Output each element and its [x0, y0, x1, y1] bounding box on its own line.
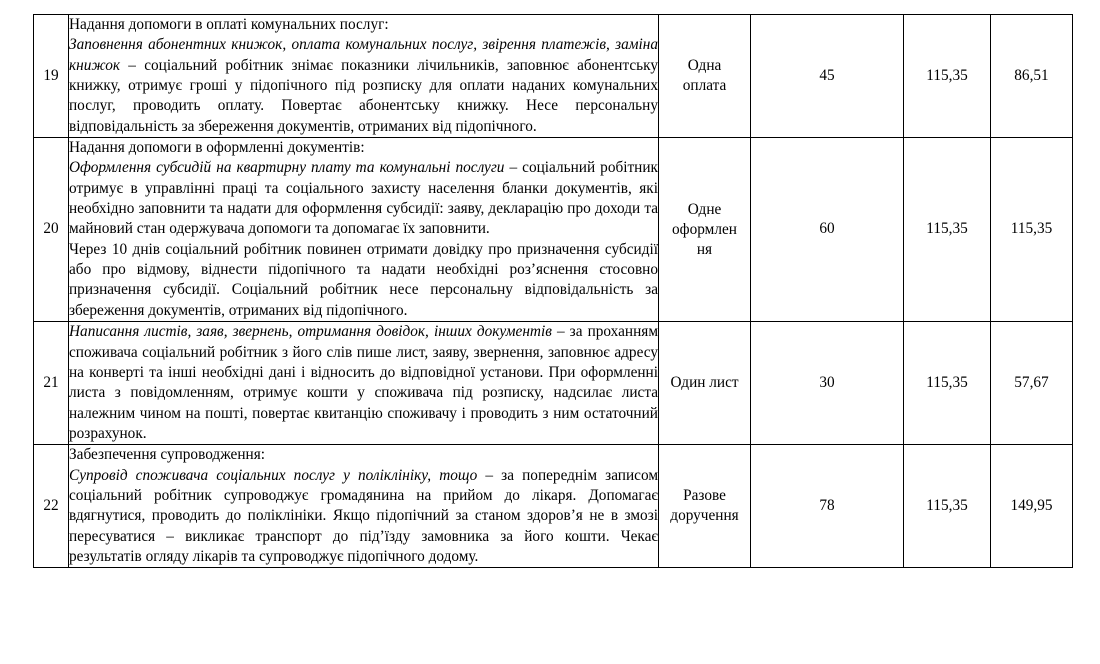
services-price-table [33, 14, 1073, 568]
description-paragraph [69, 35, 658, 137]
description-body-text: – за попереднім записом соціальний робітник супроводжує громадянина на прийом до лікаря. Допомагає вдягнутися, проводить до поліклініки. Якщо підопічний за станом здоров’я не в змозі пересуватися – викликає транспорт до під’їзду замовника за його кошти. Чекає результатів огляду лікарів та супроводжує підопічного додому. [69, 466, 658, 565]
service-description-cell [69, 138, 659, 322]
unit-line: оплата [682, 77, 727, 95]
unit-line: Разове [683, 487, 726, 505]
tariff-cell: 115,35 [904, 15, 991, 138]
service-description-cell [69, 322, 659, 445]
table-row [34, 322, 1073, 445]
description-heading-text: Надання допомоги в оформленні документів: [69, 139, 365, 157]
unit-line: оформлен [672, 220, 737, 238]
description-italic-lead: Заповнення абонентних книжок, оплата комунальних послуг, звірення платежів, заміна книжок [69, 36, 658, 74]
description-body-text: – соціальний робітник знімає показники лічильників, заповнює абонентську книжку, отримує гроші у підопічного під розписку для оплати наданих комунальних послуг, проводить оплату. Повертає абонентську книжку. Несе персональну відповідальність за збереження документів, отриманих від підопічного. [69, 56, 658, 135]
unit-of-measure-cell [659, 445, 751, 568]
time-norm-cell: 78 [751, 445, 904, 568]
description-heading-text: Надання допомоги в оплаті комунальних послуг: [69, 16, 389, 33]
row-number-cell: 22 [34, 445, 69, 568]
description-paragraph [69, 15, 658, 35]
tariff-cell: 115,35 [904, 322, 991, 445]
description-paragraph [69, 138, 658, 158]
unit-of-measure-cell [659, 15, 751, 138]
tariff-cell: 115,35 [904, 445, 991, 568]
time-norm-cell: 30 [751, 322, 904, 445]
time-norm-cell: 60 [751, 138, 904, 322]
time-norm-cell: 45 [751, 15, 904, 138]
total-cost-cell: 149,95 [991, 445, 1073, 568]
unit-line: Одна [687, 57, 722, 75]
row-number-cell: 19 [34, 15, 69, 138]
unit-line: доручення [670, 507, 739, 525]
tariff-cell: 115,35 [904, 138, 991, 322]
service-description-cell [69, 445, 659, 568]
total-cost-cell: 86,51 [991, 15, 1073, 138]
description-body-text: – соціальний робітник отримує в управлінні праці та соціального захисту населення бланки документів, які необхідно заповнити та надати для оформлення субсидії: заяву, декларацію про доходи та майновий стан одержувача допомоги та допомагає їх заповнити. [69, 159, 658, 238]
unit-line: ня [696, 240, 713, 258]
unit-line: Один лист [670, 374, 739, 392]
table-body [34, 15, 1073, 568]
total-cost-cell: 57,67 [991, 322, 1073, 445]
table-row [34, 15, 1073, 138]
description-italic-lead: Супровід споживача соціальних послуг у поліклініку, тощо [69, 466, 478, 484]
description-heading-text: Забезпечення супроводження: [69, 446, 266, 464]
unit-line: Одне [687, 200, 722, 218]
description-paragraph [69, 158, 658, 239]
total-cost-cell: 115,35 [991, 138, 1073, 322]
description-paragraph [69, 445, 658, 465]
description-paragraph [69, 322, 658, 444]
row-number-cell: 20 [34, 138, 69, 322]
description-italic-lead: Оформлення субсидій на квартирну плату та комунальні послуги [69, 159, 505, 177]
table-row [34, 138, 1073, 322]
service-description-cell [69, 15, 659, 138]
description-body-text: Через 10 днів соціальний робітник повинен отримати довідку про призначення субсидії або про відмову, віднести підопічного та надати необхідні роз’яснення стосовно призначення субсидії. Соціальний робітник несе персональну відповідальність за збереження документів, отриманих від підопічного. [69, 240, 658, 319]
description-paragraph [69, 240, 658, 321]
table-row [34, 445, 1073, 568]
row-number-cell: 21 [34, 322, 69, 445]
unit-of-measure-cell [659, 138, 751, 322]
description-paragraph [69, 466, 658, 568]
description-body-text: – за проханням споживача соціальний робітник з його слів пише лист, заяву, звернення, заповнює адресу на конверті та інші необхідні дані і відносить до відповідної установи. При оформленні листа з повідомленням, отримує кошти у споживача під розписку, надсилає листа належним чином на пошті, повертає квитанцію споживачу і проводить з ним остаточний розрахунок. [69, 323, 658, 442]
unit-of-measure-cell [659, 322, 751, 445]
description-italic-lead: Написання листів, заяв, звернень, отримання довідок, інших документів [69, 323, 552, 341]
